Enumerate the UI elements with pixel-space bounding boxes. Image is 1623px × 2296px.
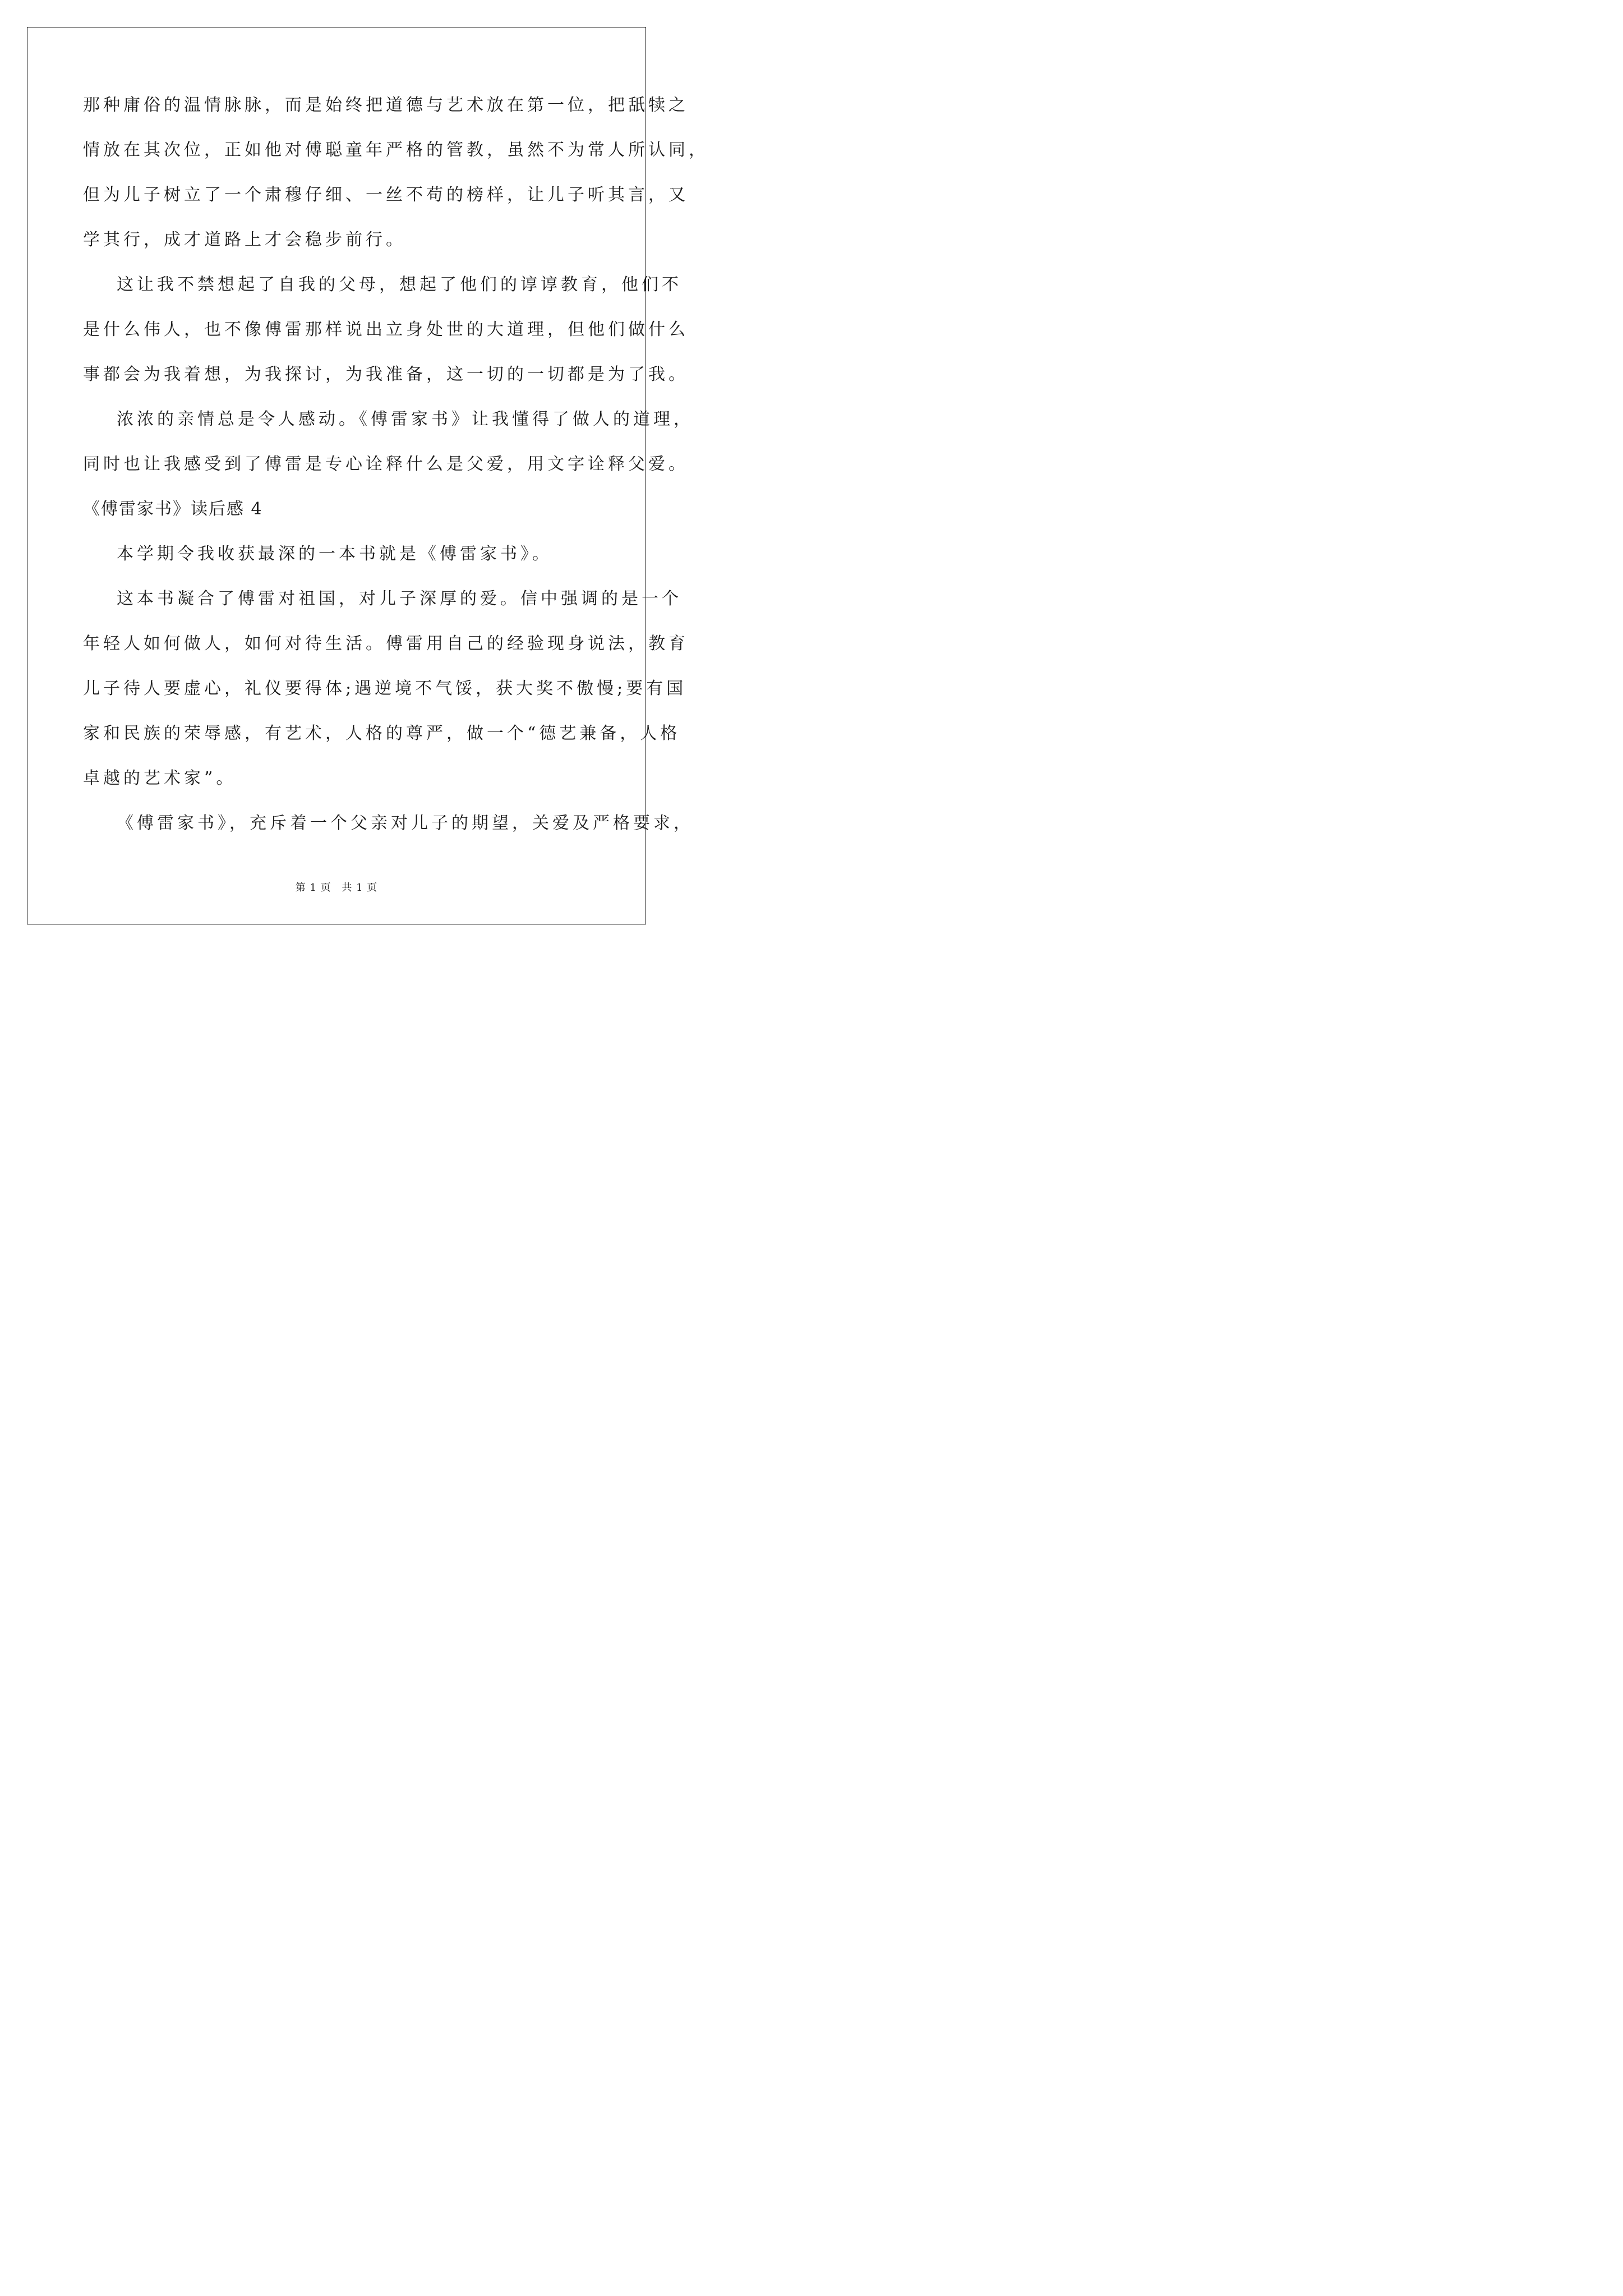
text-line: 情放在其次位，正如他对傅聪童年严格的管教，虽然不为常人所认同， <box>83 140 709 160</box>
text-line: 事都会为我着想，为我探讨，为我准备，这一切的一切都是为了我。 <box>83 365 689 384</box>
text-line: 同时也让我感受到了傅雷是专心诠释什么是父爱，用文字诠释父爱。 <box>83 454 689 474</box>
text-line: 这让我不禁想起了自我的父母，想起了他们的谆谆教育，他们不 <box>117 275 682 295</box>
text-line: 这本书凝合了傅雷对祖国，对儿子深厚的爱。信中强调的是一个 <box>117 589 682 609</box>
page-footer <box>0 880 673 894</box>
text-line: 本学期令我收获最深的一本书就是《傅雷家书》。 <box>117 544 552 564</box>
page-number: 第 1 页 <box>295 882 331 894</box>
text-line: 是什么伟人，也不像傅雷那样说出立身处世的大道理，但他们做什么 <box>83 320 689 339</box>
page-total: 共 1 页 <box>342 882 378 894</box>
text-line: 卓越的艺术家”。 <box>83 769 237 788</box>
text-line: 那种庸俗的温情脉脉，而是始终把道德与艺术放在第一位，把舐犊之 <box>83 95 689 115</box>
text-line: 但为儿子树立了一个肃穆仔细、一丝不苟的榜样，让儿子听其言，又 <box>83 185 689 205</box>
text-line: 学其行，成才道路上才会稳步前行。 <box>83 230 406 250</box>
document-body <box>83 83 709 846</box>
text-line: 年轻人如何做人，如何对待生活。傅雷用自己的经验现身说法，教育 <box>83 634 689 654</box>
text-line: 《傅雷家书》，充斥着一个父亲对儿子的期望，关爱及严格要求， <box>117 813 694 833</box>
text-line: 家和民族的荣辱感，有艺术，人格的尊严，做一个“德艺兼备，人格 <box>83 724 681 743</box>
text-line: 儿子待人要虚心，礼仪要得体;遇逆境不气馁，获大奖不傲慢;要有国 <box>83 679 687 698</box>
section-heading: 《傅雷家书》读后感 4 <box>83 499 263 519</box>
text-line: 浓浓的亲情总是令人感动。《傅雷家书》让我懂得了做人的道理， <box>117 409 694 429</box>
